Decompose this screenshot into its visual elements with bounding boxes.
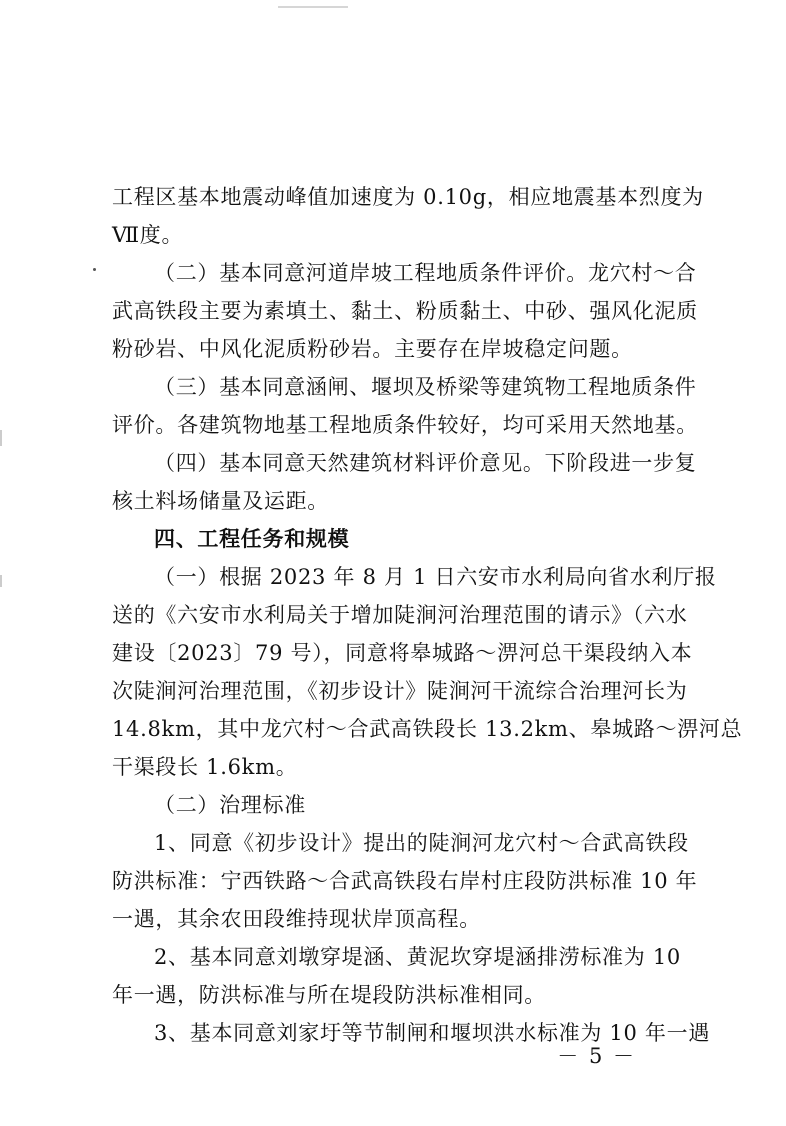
text-line: 核土料场储量及运距。 — [112, 489, 329, 513]
text-line: 年一遇，防洪标准与所在堤段防洪标准相同。 — [112, 983, 546, 1007]
text-line: 防洪标准：宁西铁路～合武高铁段右岸村庄段防洪标准 10 年 — [112, 869, 698, 893]
text-line: 评价。各建筑物地基工程地质条件较好，均可采用天然地基。 — [112, 413, 698, 437]
text-line: 2、基本同意刘墩穿堤涵、黄泥坎穿堤涵排涝标准为 10 — [154, 945, 681, 969]
text-line: 1、同意《初步设计》提出的陡涧河龙穴村～合武高铁段 — [154, 831, 689, 855]
text-line: 建设〔2023〕79 号），同意将皋城路～淠河总干渠段纳入本 — [112, 641, 693, 665]
paragraph — [112, 938, 681, 1014]
text-line: （三）基本同意涵闸、堰坝及桥梁等建筑物工程地质条件 — [154, 375, 697, 399]
scan-artifact — [278, 6, 348, 8]
paragraph — [112, 1014, 711, 1052]
page-number: － 5 － — [557, 1044, 636, 1068]
paragraph — [112, 254, 698, 368]
text-line: （二）基本同意河道岸坡工程地质条件评价。龙穴村～合 — [154, 261, 697, 285]
text-line: 次陡涧河治理范围，《初步设计》陡涧河干流综合治理河长为 — [112, 679, 688, 703]
text-line: 四、工程任务和规模 — [154, 527, 350, 551]
document-body — [112, 178, 743, 1052]
scan-dot — [93, 268, 96, 271]
scan-edge-mark — [0, 430, 2, 446]
paragraph — [112, 444, 697, 520]
text-line: 粉砂岩、中风化泥质粉砂岩。主要存在岸坡稳定问题。 — [112, 337, 633, 361]
text-line: Ⅶ度。 — [112, 223, 184, 247]
text-line: 14.8km，其中龙穴村～合武高铁段长 13.2km、皋城路～淠河总 — [112, 717, 743, 741]
text-line: 武高铁段主要为素填土、黏土、粉质黏土、中砂、强风化泥质 — [112, 299, 698, 323]
text-line: 3、基本同意刘家圩等节制闸和堰坝洪水标准为 10 年一遇 — [154, 1021, 711, 1045]
scan-edge-mark — [0, 575, 2, 587]
text-line: 干渠段长 1.6km。 — [112, 755, 298, 779]
text-line: （二）治理标准 — [154, 793, 306, 817]
text-line: （四）基本同意天然建筑材料评价意见。下阶段进一步复 — [154, 451, 697, 475]
text-line: 送的《六安市水利局关于增加陡涧河治理范围的请示》（六水 — [112, 603, 688, 627]
text-line: 一遇，其余农田段维持现状岸顶高程。 — [112, 907, 481, 931]
section-heading — [112, 520, 632, 558]
text-line: 工程区基本地震动峰值加速度为 0.10g，相应地震基本烈度为 — [112, 185, 704, 209]
paragraph — [112, 368, 698, 444]
paragraph — [112, 824, 698, 938]
text-line: （一）根据 2023 年 8 月 1 日六安市水利局向省水利厅报 — [154, 565, 717, 589]
paragraph — [112, 558, 743, 786]
paragraph — [112, 178, 704, 254]
paragraph — [112, 786, 632, 824]
